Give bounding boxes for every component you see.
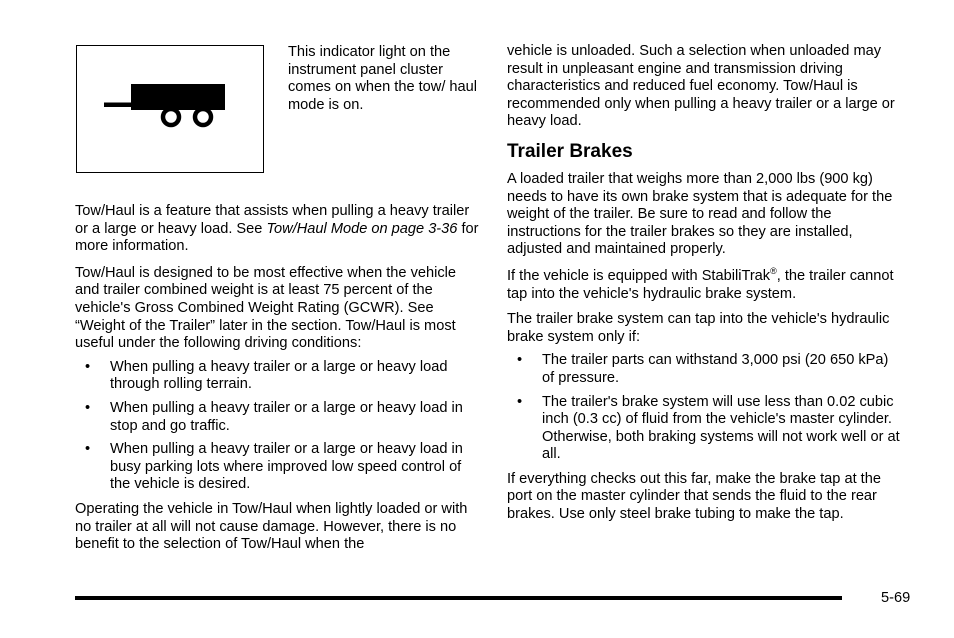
indicator-caption: This indicator light on the instrument panel cluster comes on when the tow/ haul mode is on. [288, 44, 478, 113]
footer-rule [75, 596, 842, 600]
left-column [75, 203, 480, 554]
towhaul-design-paragraph: Tow/Haul is designed to be most effective when the vehicle and trailer combined weight is at least 75 percent of the vehicle's Gross Combined Weight Rating (GCWR). See “Weight of the Trailer” later in the section. Tow/Haul is most useful under the following driving conditions: [75, 264, 457, 352]
trailer-brakes-paragraph: A loaded trailer that weighs more than 2,000 lbs (900 kg) needs to have its own brake system that is adequate for the weight of the trailer. Be sure to read and follow the instructions for the trailer brakes so they are installed, adjusted and maintained properly. [507, 170, 893, 258]
brake-tap-paragraph: If everything checks out this far, make the brake tap at the port on the master cylinder that sends the fluid to the rear brakes. Use only steel brake tubing to make the tap. [507, 470, 881, 523]
list-item: • When pulling a heavy trailer or a large or heavy load in stop and go traffic. [85, 399, 463, 434]
unloaded-paragraph: vehicle is unloaded. Such a selection when unloaded may result in unpleasant engine and transmission driving characteristics and reduced fuel economy. Tow/Haul is recommended only when pulling a heavy trailer or a large or heavy load. [507, 43, 895, 130]
tap-conditions-paragraph: The trailer brake system can tap into the vehicle's hydraulic brake system only if: [507, 311, 890, 345]
trailer-icon [77, 46, 262, 171]
stabilitrak-paragraph: If the vehicle is equipped with StabiliTrak®, the trailer cannot tap into the vehicle's hydraulic brake system. [507, 266, 894, 302]
list-item: • The trailer's brake system will use less than 0.02 cubic inch (0.3 cc) of fluid from the vehicle's master cylinder. Otherwise, both braking systems will not work well or at all. [517, 393, 900, 463]
section-heading: Trailer Brakes [507, 140, 633, 162]
right-column [507, 43, 902, 524]
list-item: • The trailer parts can withstand 3,000 psi (20 650 kPa) of pressure. [517, 352, 889, 386]
indicator-icon-box [76, 45, 264, 173]
page-number: 5-69 [881, 590, 911, 606]
lightly-loaded-paragraph: Operating the vehicle in Tow/Haul when lightly loaded or with no trailer at all will not cause damage. However, there is no benefit to the selection of Tow/Haul when the [75, 500, 468, 553]
list-item: • When pulling a heavy trailer or a large or heavy load in busy parking lots where improved low speed control of the vehicle is desired. [85, 441, 463, 493]
towhaul-intro: Tow/Haul is a feature that assists when pulling a heavy trailer or a large or heavy load. See Tow/Haul Mode on page 3-36 for more information. [75, 203, 479, 255]
list-item: • When pulling a heavy trailer or a large or heavy load through rolling terrain. [85, 358, 448, 393]
cross-reference-link[interactable]: Tow/Haul Mode on page 3-36 [266, 220, 458, 237]
